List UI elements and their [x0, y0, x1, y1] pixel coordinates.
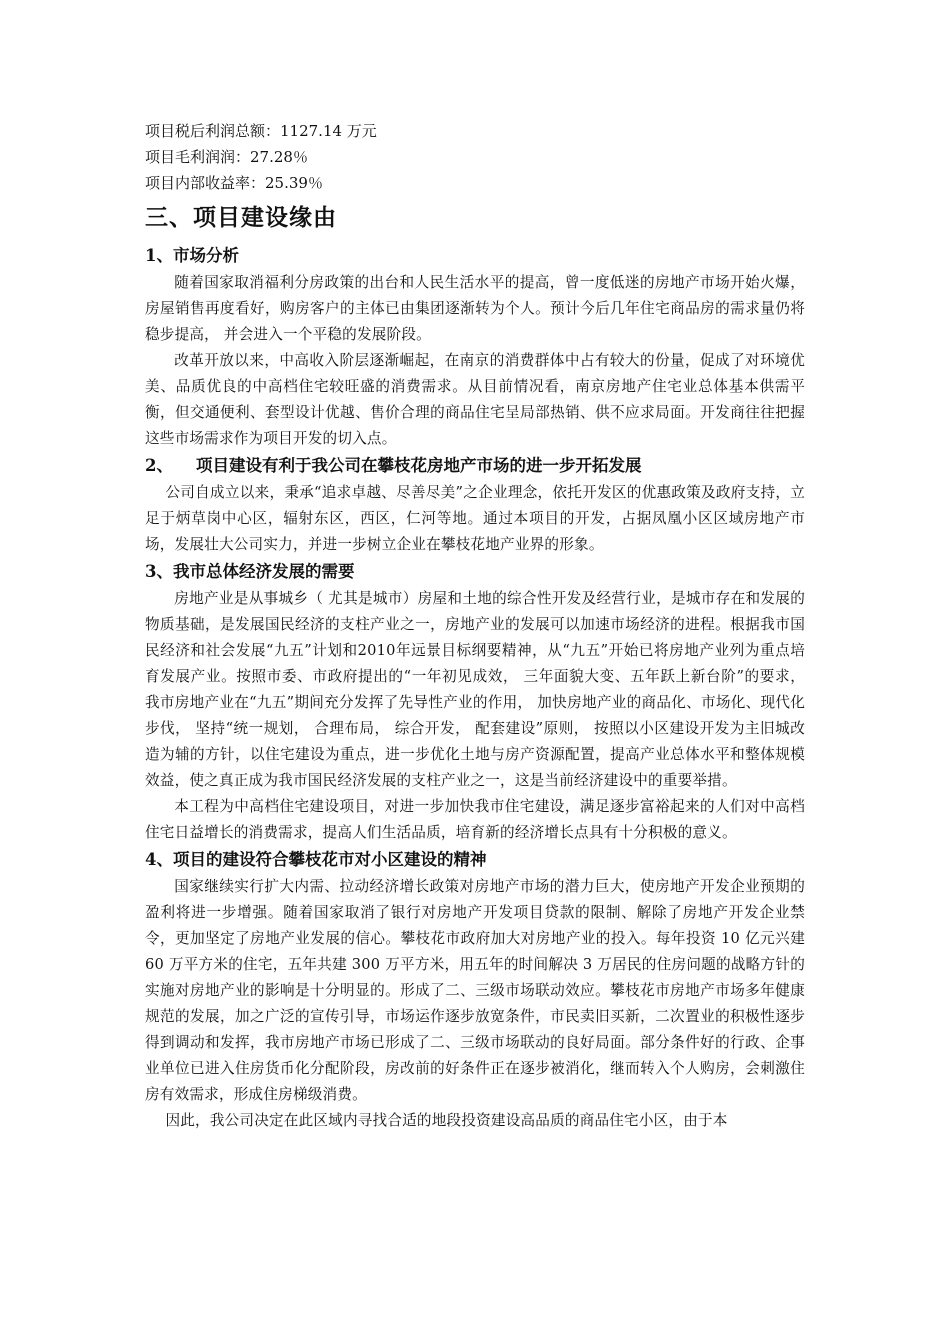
- section-4-heading: 4、项目的建设符合攀枝花市对小区建设的精神: [145, 850, 487, 869]
- section-4-paragraph-1: 国家继续实行扩大内需、拉动经济增长政策对房地产市场的潜力巨大，使房地产开发企业预期的盈利将进一步增强。随着国家取消了银行对房地产开发项目贷款的限制、解除了房地产开发企业禁令，更加坚定了房地产业发展的信心。攀枝花市政府加大对房地产业的投入。每年投资 10 亿元兴建 60 万平方米的住宅，五年共建 300 万平方米，用五年的时间解决 3 万居民的住房问题的战略方针的实施对房地产业的影响是十分明显的。形成了二、三级市场联动效应。攀枝花市房地产市场多年健康规范的发展，加之广泛的宣传引导，市场运作逐步放宽条件，市民卖旧买新，二次置业的积极性逐步得到调动和发挥，我市房地产市场已形成了二、三级市场联动的良好局面。部分条件好的行政、企事业单位已进入住房货币化分配阶段，房改前的好条件正在逐步被消化，继而转入个人购房，会刺激住房有效需求，形成住房梯级消费。: [145, 878, 805, 1103]
- profit-total-line: 项目税后利润总额：1127.14 万元: [145, 122, 377, 140]
- section-1-paragraph-2: 改革开放以来，中高收入阶层逐渐崛起，在南京的消费群体中占有较大的份量，促成了对环境优美、品质优良的中高档住宅较旺盛的消费需求。从目前情况看，南京房地产住宅业总体基本供需平衡，但交通便利、套型设计优越、售价合理的商品住宅呈局部热销、供不应求局面。开发商往往把握这些市场需求作为项目开发的切入点。: [145, 352, 805, 447]
- section-1-heading: 1、市场分析: [145, 246, 239, 265]
- section-2-paragraph-1: 公司自成立以来，秉承“追求卓越、尽善尽美”之企业理念，依托开发区的优惠政策及政府支持，立足于炳草岗中心区，辐射东区，西区，仁河等地。通过本项目的开发，占据凤凰小区区域房地产市场，发展壮大公司实力，并进一步树立企业在攀枝花地产业界的形象。: [145, 484, 805, 553]
- section-2-heading: 2、 项目建设有利于我公司在攀枝花房地产市场的进一步开拓发展: [145, 456, 642, 475]
- irr-line: 项目内部收益率：25.39％: [145, 174, 323, 192]
- section-title: 三、项目建设缘由: [145, 205, 337, 231]
- section-4-paragraph-2: 因此，我公司决定在此区域内寻找合适的地段投资建设高品质的商品住宅小区，由于本: [165, 1112, 728, 1129]
- section-3-paragraph-2: 本工程为中高档住宅建设项目，对进一步加快我市住宅建设，满足逐步富裕起来的人们对中高档住宅日益增长的消费需求，提高人们生活品质，培育新的经济增长点具有十分积极的意义。: [145, 798, 805, 841]
- section-3-paragraph-1: 房地产业是从事城乡（ 尤其是城市）房屋和土地的综合性开发及经营行业，是城市存在和发展的物质基础，是发展国民经济的支柱产业之一，房地产业的发展可以加速市场经济的进程。根据我市国民经济和社会发展“九五”计划和2010年远景目标纲要精神，从“九五”开始已将房地产业列为重点培育发展产业。按照市委、市政府提出的“一年初见成效， 三年面貌大变、五年跃上新台阶”的要求， 我市房地产业在“九五”期间充分发挥了先导性产业的作用， 加快房地产业的商品化、市场化、现代化步伐， 坚持“统一规划， 合理布局， 综合开发， 配套建设”原则， 按照以小区建设开发为主旧城改造为辅的方针，以住宅建设为重点，进一步优化土地与房产资源配置，提高产业总体水平和整体规模效益，使之真正成为我市国民经济发展的支柱产业之一，这是当前经济建设中的重要举措。: [145, 590, 805, 789]
- document-page: [145, 118, 805, 1134]
- section-3-heading: 3、我市总体经济发展的需要: [145, 562, 355, 581]
- gross-margin-line: 项目毛利润润：27.28％: [145, 148, 308, 166]
- section-1-paragraph-1: 随着国家取消福利分房政策的出台和人民生活水平的提高，曾一度低迷的房地产市场开始火爆，房屋销售再度看好，购房客户的主体已由集团逐渐转为个人。预计今后几年住宅商品房的需求量仍将稳步提高， 并会进入一个平稳的发展阶段。: [145, 274, 805, 343]
